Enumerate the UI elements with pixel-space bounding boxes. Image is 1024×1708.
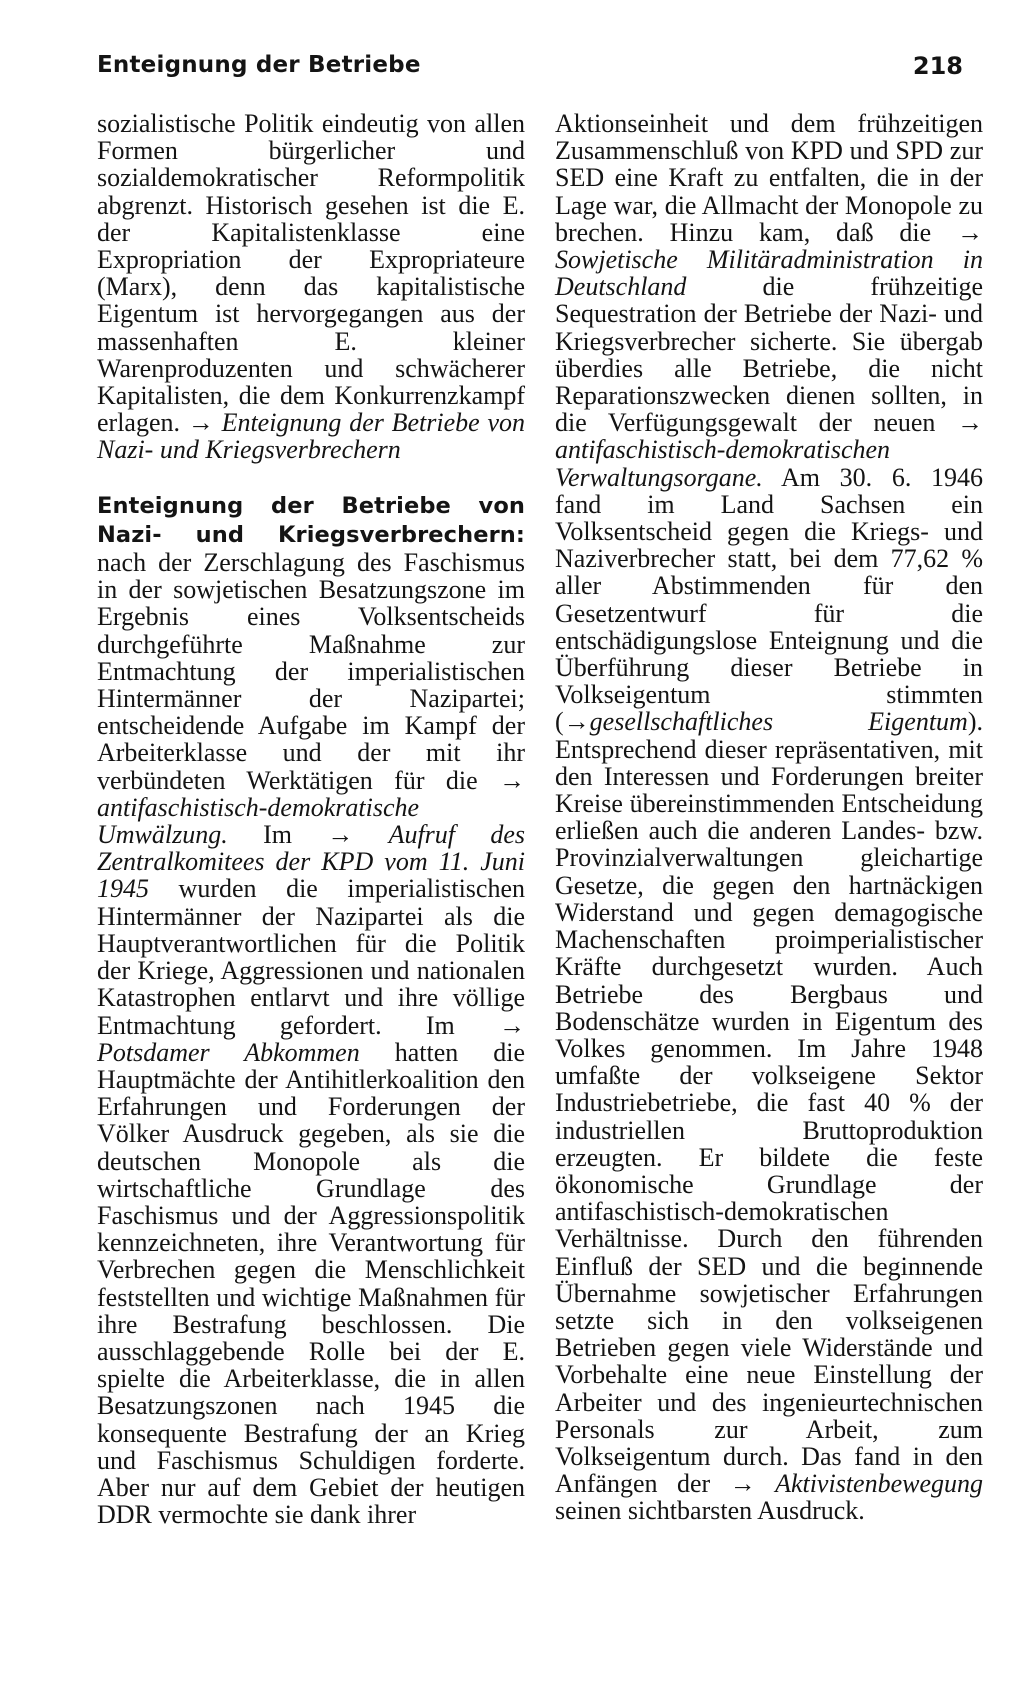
cross-reference: Aufruf des Zentralkomitees der KPD vom 11. Juni 1945 <box>97 820 525 904</box>
cross-reference: antifaschistisch-demokratische Umwälzung. <box>97 792 420 850</box>
page-number: 218 <box>912 52 963 80</box>
cross-reference: Potsdamer Abkommen <box>97 1037 360 1067</box>
dictionary-entry <box>97 491 525 1529</box>
right-column <box>555 110 983 1525</box>
entry-text: Am 30. 6. 1946 fand im Land Sachsen ein Volksentscheid gegen die Kriegs- und Naziverbrecher statt, bei dem 77,62 % aller Abstimmenden für den Gesetzentwurf für die entschädigungslose Enteignung und die Überführung dieser Betriebe in Volkseigentum stimmten (→ <box>555 462 983 737</box>
entry-spacer <box>97 464 525 491</box>
entry-text: wurden die imperialistischen Hintermänner der Nazipartei als die Hauptverantwortlichen für die Politik der Kriege, Aggressionen und nationalen Katastrophen entlarvt und ihre völlige Entmachtung gefordert. Im → <box>97 874 525 1040</box>
paragraph-text: sozialistische Politik eindeutig von allen Formen bürgerlicher und sozialdemokratischer Reformpolitik abgrenzt. Historisch gesehen ist die E. der Kapitalistenklasse eine Expropriation der Expropriateure (Marx), denn das kapitalistische Eigentum ist hervorgegangen aus der massenhaften E. kleiner Warenproduzenten und schwächerer Kapitalisten, die dem Konkurrenzkampf erlagen. → <box>97 109 525 438</box>
entry-text: ). Entsprechend dieser repräsentativen, mit den Interessen und Forderungen breiter Kreise übereinstimmenden Entscheidung erließen auch die anderen Landes- bzw. Provinzialverwaltungen gleichartige Gesetze, die gegen den hartnäckigen Widerstand und gegen demagogische Machenschaften proimperialistischer Kräfte durchgesetzt wurden. Auch Betriebe des Bergbaus und Bodenschätze wurden in Eigentum des Volkes genommen. Im Jahre 1948 umfaßte der volkseigene Sektor Industriebetriebe, die fast 40 % der industriellen Bruttoproduktion erzeugten. Er bildete die feste ökonomische Grundlage der antifaschistisch-demokratischen Verhältnisse. Durch den führenden Einfluß der SED und die beginnende Übernahme sowjetischer Erfahrungen setzte sich in den volkseigenen Betrieben gegen viele Widerstände und Vorbehalte eine neue Einstellung der Arbeiter und des ingenieurtechnischen Personals zur Arbeit, zum Volkseigentum durch. Das fand in den Anfängen der → <box>555 707 983 1499</box>
page-header <box>97 52 963 86</box>
cross-reference: antifaschistisch-demokratischen Verwaltungsorgane. <box>555 435 891 492</box>
running-head: Enteignung der Betriebe <box>97 52 421 78</box>
entry-heading: Enteignung der Betriebe von Nazi- und Kriegsverbrechern: <box>97 492 525 548</box>
entry-text: hatten die Hauptmächte der Antihitlerkoalition den Erfahrungen und Forderungen der Völker Ausdruck gegeben, als sie die deutschen Monopole als die wirtschaftliche Grundlage des Faschismus und der Aggressionspolitik kennzeichneten, ihre Verantwortung für Verbrechen gegen die Menschlichkeit feststellten und wichtige Maßnahmen für ihre Bestrafung beschlossen. Die ausschlaggebende Rolle bei der E. spielte die Arbeiterklasse, die in allen Besatzungszonen nach 1945 die konsequente Bestrafung der an Krieg und Faschismus Schuldigen forderte. Aber nur auf dem Gebiet der heutigen DDR vermochte sie dank ihrer <box>97 1037 525 1530</box>
entry-continuation <box>555 110 983 1525</box>
entry-text: die frühzeitige Sequestration der Betriebe der Nazi- und Kriegsverbrecher sicherte. Sie übergab überdies alle Betriebe, die nicht Reparationszwecken dienen sollten, in die Verfügungsgewalt der neuen → <box>555 272 984 438</box>
cross-reference: Enteignung der Betriebe von Nazi- und Kriegsverbrechern <box>97 408 526 465</box>
cross-reference: Aktivistenbewegung <box>775 1469 983 1499</box>
cross-reference: gesellschaftliches Eigentum <box>589 707 968 737</box>
paragraph-continuation <box>97 110 525 464</box>
entry-text: nach der Zerschlagung des Faschismus in der sowjetischen Besatzungszone im Ergebnis eines Volksentscheids durchgeführte Maßnahme zur Entmachtung der imperialistischen Hintermänner der Nazipartei; entscheidende Aufgabe im Kampf der Arbeiterklasse und der mit ihr verbündeten Werktätigen für die → <box>97 548 525 795</box>
entry-text: Im → <box>263 820 354 850</box>
cross-reference: Sowjetische Militäradministration in Deutschland <box>555 245 983 302</box>
entry-text: Aktionseinheit und dem frühzeitigen Zusammenschluß von KPD und SPD zur SED eine Kraft zu entfalten, die in der Lage war, die Allmacht der Monopole zu brechen. Hinzu kam, daß die → <box>555 109 983 247</box>
left-column <box>97 110 525 1528</box>
entry-text: seinen sichtbarsten Ausdruck. <box>555 1496 865 1526</box>
